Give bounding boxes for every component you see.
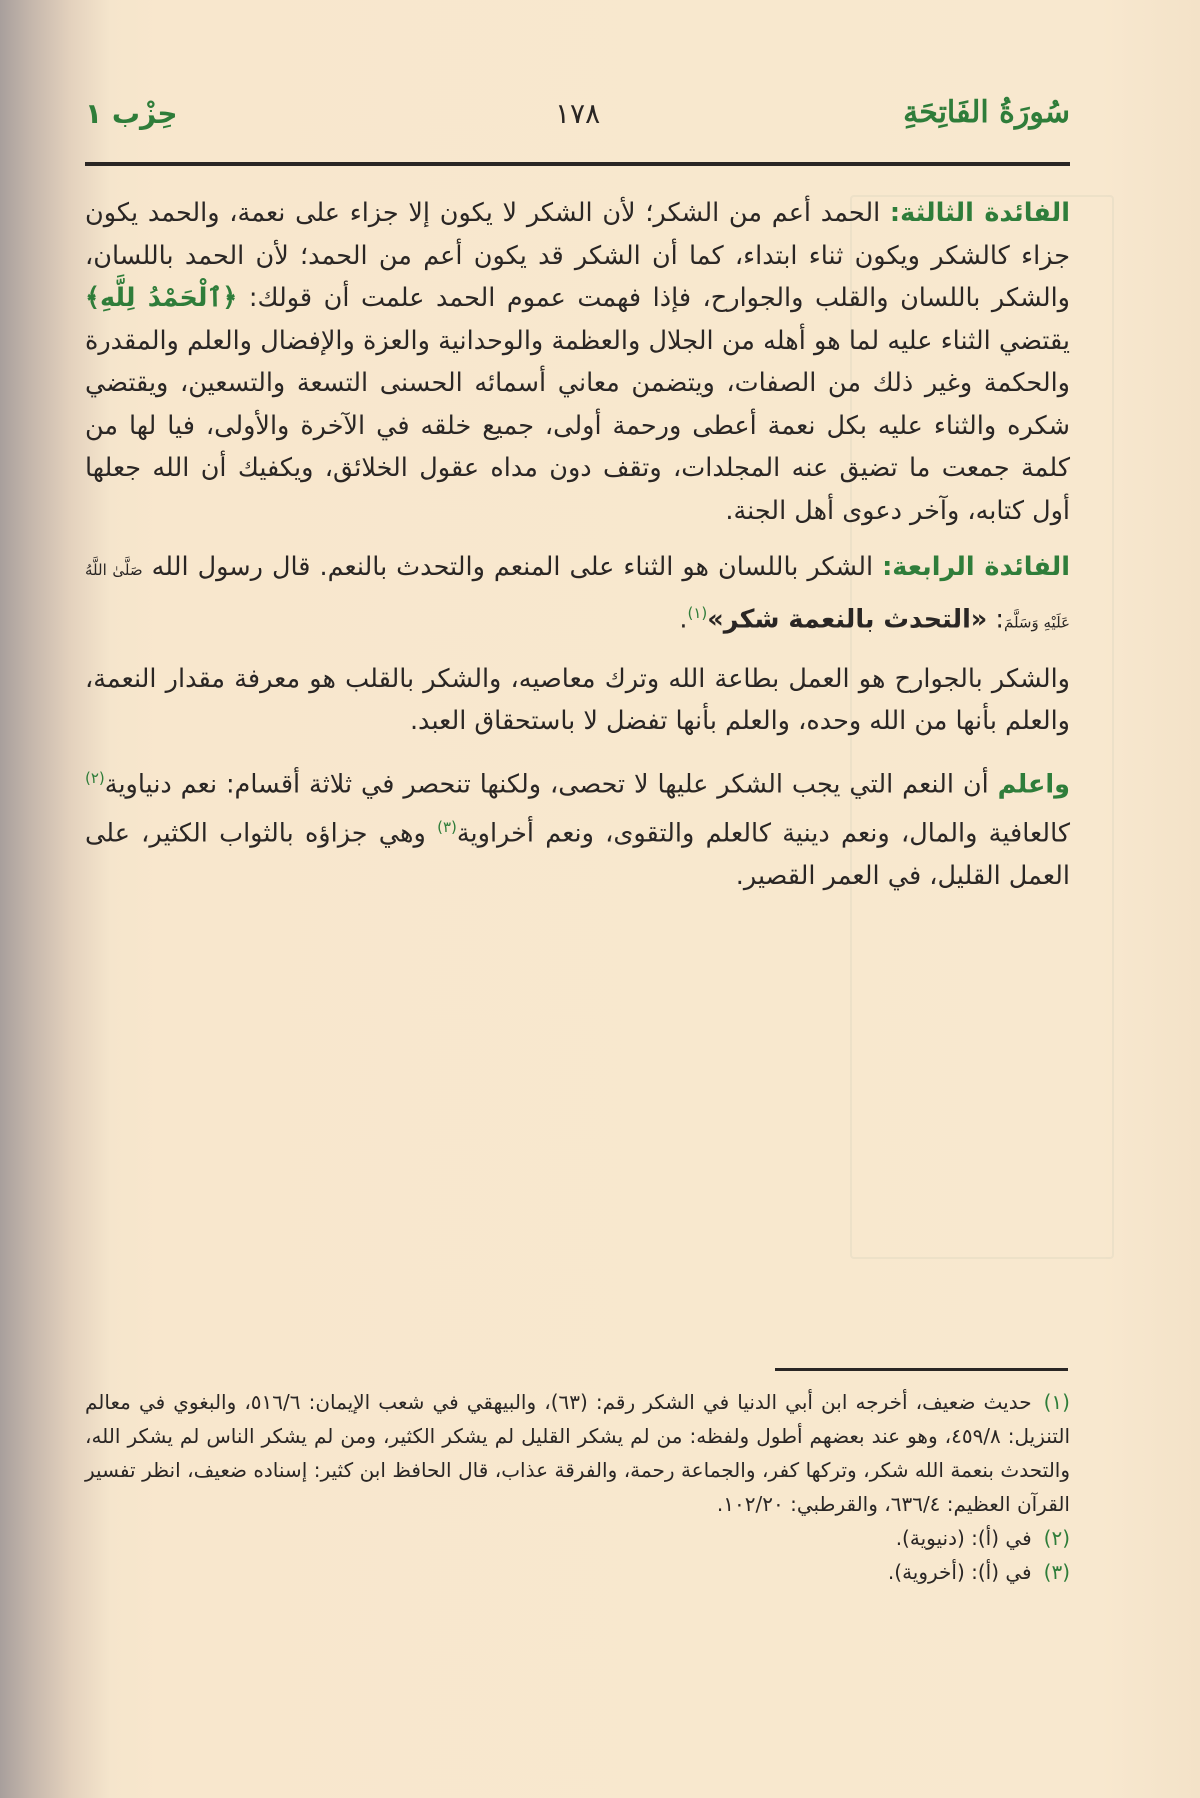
honorific-glyph: صَلَّىٰ اللَّهُ عَلَيْهِ وَسَلَّمَ xyxy=(85,561,1070,631)
paragraph-third-benefit xyxy=(85,192,1070,532)
footnote-text: في (أ): (دنيوية). xyxy=(895,1526,1032,1550)
footnote-text: في (أ): (أخروية). xyxy=(887,1560,1032,1584)
paragraph-gratitude-limbs xyxy=(85,658,1070,743)
hizb-label: حِزْب ١ xyxy=(85,97,178,130)
paragraph-text: وهي جزاؤه بالثواب الكثير، على العمل القليل، في العمر القصير. xyxy=(85,818,1070,891)
footnote-2 xyxy=(85,1521,1070,1555)
section-keyword: الفائدة الرابعة: xyxy=(882,552,1071,582)
footnote-number: (٣) xyxy=(1043,1560,1070,1584)
paragraph-blessings xyxy=(85,757,1070,898)
running-header xyxy=(85,95,1070,145)
footnote-divider xyxy=(775,1368,1068,1371)
paragraph-text: : xyxy=(987,604,1004,634)
paragraph-text: كالعافية والمال، ونعم دينية كالعلم والتقوى، ونعم أخراوية xyxy=(456,818,1070,848)
header-divider xyxy=(85,162,1070,166)
page-number: ١٧٨ xyxy=(555,97,601,130)
paragraph-fourth-benefit xyxy=(85,546,1070,644)
main-text xyxy=(85,192,1070,911)
footnotes xyxy=(85,1385,1070,1589)
section-keyword: واعلم xyxy=(997,769,1070,799)
hadith-quote: «التحدث بالنعمة شكر» xyxy=(707,604,988,634)
paragraph-text: أن النعم التي يجب الشكر عليها لا تحصى، ولكنها تنحصر في ثلاثة أقسام: نعم دنياوية xyxy=(104,769,998,799)
surah-title: سُورَةُ الفَاتِحَةِ xyxy=(903,95,1070,130)
quran-quote: ﴿ٱلْحَمْدُ لِلَّهِ﴾ xyxy=(85,283,238,313)
paragraph-text: والشكر بالجوارح هو العمل بطاعة الله وترك معاصيه، والشكر بالقلب هو معرفة مقدار النعمة، والعلم بأنها من الله وحده، والعلم بأنها تفضل لا باستحقاق العبد. xyxy=(85,663,1070,736)
footnote-number: (٢) xyxy=(1043,1526,1070,1550)
paragraph-text: يقتضي الثناء عليه لما هو أهله من الجلال والعظمة والوحدانية والعزة والإفضال والعلم والمقدرة والحكمة وغير ذلك من الصفات، ويتضمن معاني أسمائه الحسنى التسعة والتسعين، ويقتضي شكره والثناء عليه بكل نعمة أعطى ورحمة أولى، جميع خلقه في الآخرة والأولى، فيا لها من كلمة جمعت ما تضيق عنه المجلدات، وتقف دون مداه عقول الخلائق، ويكفيك أن الله جعلها أول كتابه، وآخر دعوى أهل الجنة. xyxy=(85,325,1070,526)
paragraph-text: . xyxy=(679,604,688,634)
footnote-1 xyxy=(85,1385,1070,1521)
footnote-ref-1[interactable]: (١) xyxy=(687,603,708,622)
footnote-3 xyxy=(85,1555,1070,1589)
footnote-text: حديث ضعيف، أخرجه ابن أبي الدنيا في الشكر رقم: (٦٣)، والبيهقي في شعب الإيمان: ٥١٦/٦، والبغوي في معالم التنزيل: ٤٥٩/٨، وهو عند بعضهم أطول ولفظه: من لم يشكر القليل لم يشكر الكثير، ومن لم يشكر الناس لم يشكر الله، والتحدث بنعمة الله شكر، وتركها كفر، والجماعة رحمة، والفرقة عذاب، قال الحافظ ابن كثير: إسناده ضعيف، انظر تفسير القرآن العظيم: ٦٣٦/٤، والقرطبي: ١٠٢/٢٠. xyxy=(85,1390,1070,1516)
footnote-number: (١) xyxy=(1043,1390,1070,1414)
footnote-ref-3[interactable]: (٣) xyxy=(437,817,457,836)
section-keyword: الفائدة الثالثة: xyxy=(889,198,1070,228)
paragraph-text: الحمد أعم من الشكر؛ لأن الشكر لا يكون إلا جزاء على نعمة، والحمد يكون جزاء كالشكر ويكون ثناء ابتداء، كما أن الشكر قد يكون أعم من الحمد؛ لأن الحمد باللسان، والشكر باللسان والقلب والجوارح، فإذا فهمت عموم الحمد علمت أن قولك: xyxy=(85,198,1070,313)
footnote-ref-2[interactable]: (٢) xyxy=(85,768,105,787)
paragraph-text: الشكر باللسان هو الثناء على المنعم والتحدث بالنعم. قال رسول الله xyxy=(142,552,883,582)
